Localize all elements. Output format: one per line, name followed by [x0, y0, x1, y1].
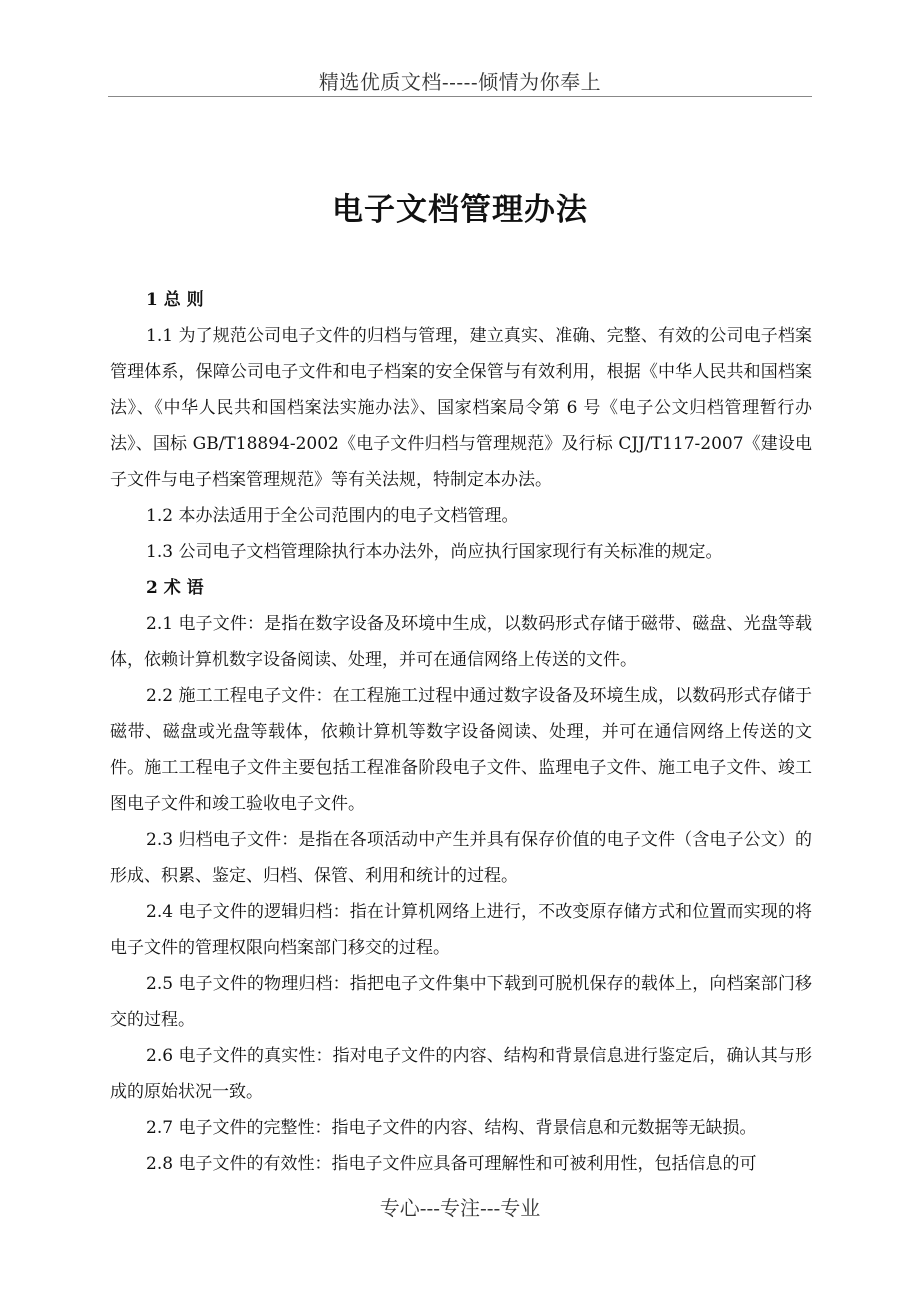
paragraph-2-7: 2.7 电子文件的完整性：指电子文件的内容、结构、背景信息和元数据等无缺损。	[146, 1118, 757, 1138]
paragraph-1-3: 1.3 公司电子文档管理除执行本办法外，尚应执行国家现行有关标准的规定。	[146, 542, 723, 562]
paragraph-2-5: 2.5 电子文件的物理归档：指把电子文件集中下载到可脱机保存的载体上，向档案部门移交的过程。	[110, 974, 812, 1030]
paragraph-1-2: 1.2 本办法适用于全公司范围内的电子文档管理。	[146, 506, 519, 526]
header-divider	[108, 96, 812, 97]
paragraph-2-8: 2.8 电子文件的有效性：指电子文件应具备可理解性和可被利用性，包括信息的可	[146, 1154, 757, 1174]
paragraph-2-2: 2.2 施工工程电子文件：在工程施工过程中通过数字设备及环境生成，以数码形式存储于磁带、磁盘或光盘等载体，依赖计算机等数字设备阅读、处理，并可在通信网络上传送的文件。施工工程电子文件主要包括工程准备阶段电子文件、监理电子文件、施工电子文件、竣工图电子文件和竣工验收电子文件。	[110, 686, 812, 814]
paragraph-2-4: 2.4 电子文件的逻辑归档：指在计算机网络上进行，不改变原存储方式和位置而实现的将电子文件的管理权限向档案部门移交的过程。	[110, 902, 812, 958]
document-title: 电子文档管理办法	[332, 192, 588, 228]
page-header: 精选优质文档-----倾情为你奉上	[318, 70, 602, 94]
paragraph-2-6: 2.6 电子文件的真实性：指对电子文件的内容、结构和背景信息进行鉴定后，确认其与形成的原始状况一致。	[110, 1046, 812, 1102]
section-heading-general: 1 总 则	[146, 290, 204, 310]
paragraph-1-1: 1.1 为了规范公司电子文件的归档与管理，建立真实、准确、完整、有效的公司电子档案管理体系，保障公司电子文件和电子档案的安全保管与有效利用，根据《中华人民共和国档案法》、《中华人民共和国档案法实施办法》、国家档案局令第 6 号《电子公文归档管理暂行办法》、国标 GB/T18894-2002《电子文件归档与管理规范》及行标 CJJ/T117-2007《建设电子文件与电子档案管理规范》等有关法规，特制定本办法。	[110, 326, 812, 490]
paragraph-2-3: 2.3 归档电子文件：是指在各项活动中产生并具有保存价值的电子文件（含电子公文）的形成、积累、鉴定、归档、保管、利用和统计的过程。	[110, 830, 812, 886]
page-footer: 专心---专注---专业	[379, 1196, 541, 1220]
section-heading-terms: 2 术 语	[146, 578, 204, 598]
paragraph-2-1: 2.1 电子文件：是指在数字设备及环境中生成，以数码形式存储于磁带、磁盘、光盘等载体，依赖计算机数字设备阅读、处理，并可在通信网络上传送的文件。	[110, 614, 812, 670]
document-body	[110, 282, 812, 1182]
